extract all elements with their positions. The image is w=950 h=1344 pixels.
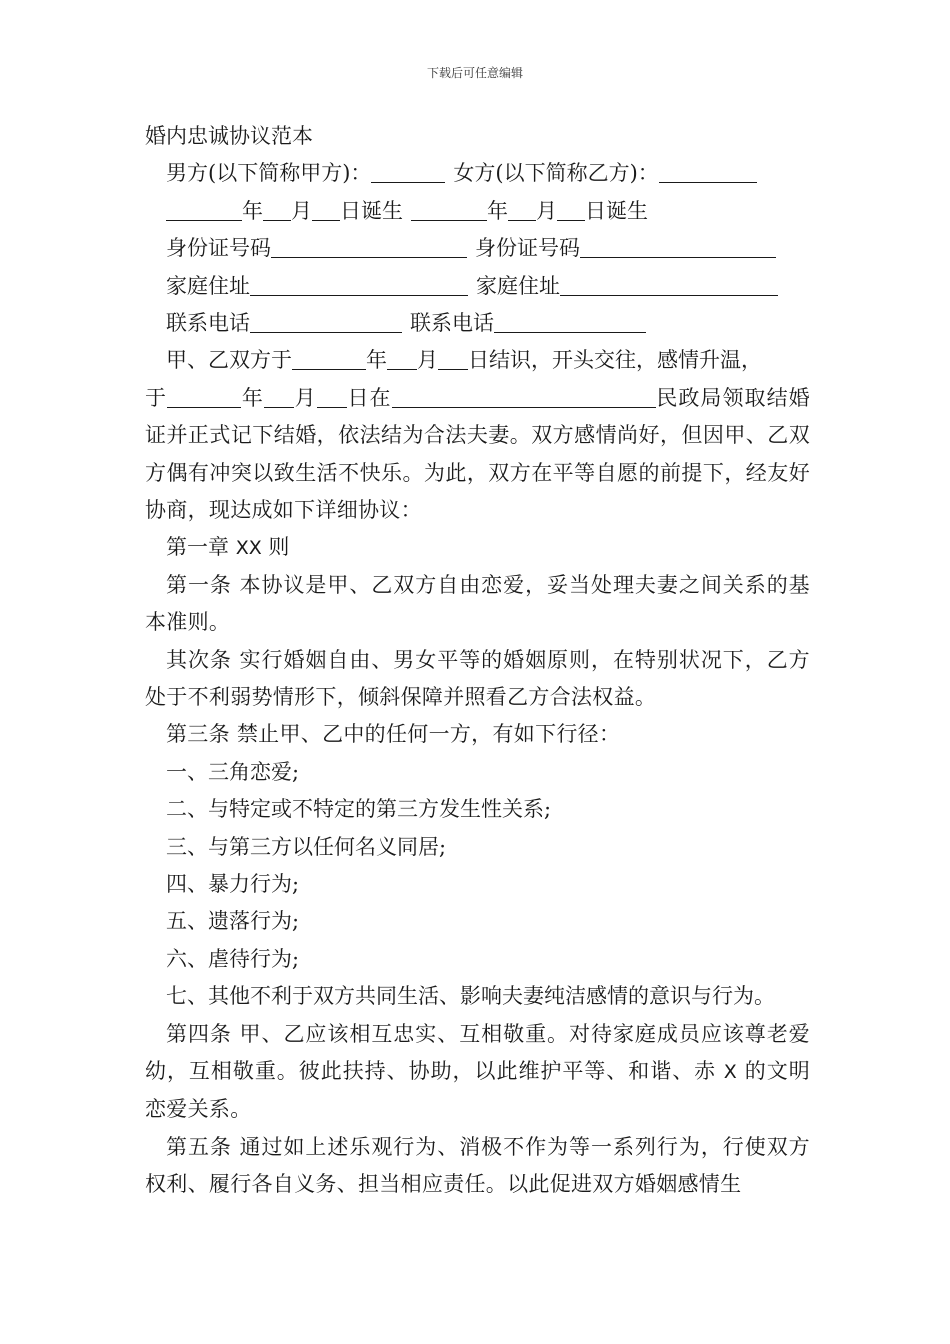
met-year-blank (292, 347, 366, 370)
list-item: 二、与特定或不特定的第三方发生性关系; (166, 797, 552, 822)
list-item: 七、其他不利于双方共同生活、影响夫妻纯洁感情的意识与行为。 (166, 984, 775, 1009)
party-a-id-blank (271, 235, 467, 258)
party-b-label: 女方(以下简称乙方)： (453, 161, 659, 186)
party-b-address-label: 家庭住址 (476, 273, 560, 298)
party-a-birth-year-blank (166, 198, 242, 221)
married-month-blank (264, 385, 294, 408)
article-3: 第三条 禁止甲、乙中的任何一方，有如下行径： (166, 722, 621, 747)
intro-married-prefix: 于 (145, 385, 168, 410)
phone-line (145, 305, 810, 342)
list-item: 六、虐待行为; (166, 946, 300, 971)
party-a-id-label: 身份证号码 (166, 236, 271, 261)
article-4 (145, 1016, 810, 1129)
party-a-address-label: 家庭住址 (166, 273, 250, 298)
month-label: 月 (293, 385, 317, 410)
party-b-phone-blank (494, 310, 646, 333)
married-year-blank (167, 385, 241, 408)
party-b-birth-month-blank (508, 198, 536, 221)
id-number-line (145, 230, 810, 267)
article-4-text-a: 第四条 甲、乙应该相互忠实、互相敬重。对待家庭成员应该尊老爱幼，互相敬重。彼此扶持、协助，以此维护平等、和谐、赤 (145, 1021, 810, 1083)
header-note: 下载后可任意编辑 (426, 66, 523, 80)
list-item: 三、与第三方以任何名义同居; (166, 834, 447, 859)
list-item: 一、三角恋爱; (166, 759, 300, 784)
article-4-x: X (723, 1060, 738, 1083)
party-a-phone-label: 联系电话 (166, 310, 250, 335)
chapter-1-heading (145, 529, 810, 566)
party-b-id-blank (580, 235, 776, 258)
party-b-name-blank (659, 160, 757, 183)
met-day-blank (438, 347, 468, 370)
intro-line-1 (145, 342, 810, 379)
intro-married-suffix: 民政局领取结婚证并正式记下结婚，依法结为合法夫妻。双方感情尚好，但因甲、乙双方偶有冲突以致生活不快乐。为此，双方在平等自愿的前提下，经友好协商，现达成如下详细协议： (145, 385, 810, 522)
list-item: 四、暴力行为; (166, 871, 300, 896)
year-label: 年 (242, 198, 263, 223)
list-item: 五、遗落行为; (166, 909, 300, 934)
party-b-phone-label: 联系电话 (410, 310, 494, 335)
intro-met-suffix: 日结识，开头交往，感情升温， (468, 348, 762, 373)
party-a-name-blank (371, 160, 445, 183)
party-names-line (145, 155, 810, 192)
party-a-birth-day-blank (312, 198, 340, 221)
intro-married-at: 日在 (346, 385, 392, 410)
month-label: 月 (417, 348, 438, 373)
civil-affairs-bureau-blank (392, 385, 656, 408)
chapter-1-suffix: 则 (261, 535, 290, 560)
year-label: 年 (241, 385, 264, 410)
year-label: 年 (487, 198, 508, 223)
intro-met-prefix: 甲、乙双方于 (166, 348, 292, 373)
year-label: 年 (366, 348, 387, 373)
birth-dates-line (145, 193, 810, 230)
article-1: 第一条 本协议是甲、乙双方自由恋爱，妥当处理夫妻之间关系的基本准则。 (145, 572, 810, 635)
article-4-text-b: 的文明恋爱关系。 (145, 1058, 811, 1122)
month-label: 月 (291, 198, 312, 223)
met-month-blank (387, 347, 417, 370)
intro-paragraph (145, 380, 810, 530)
party-b-birth-year-blank (411, 198, 487, 221)
chapter-1-xx: XX (235, 537, 262, 560)
address-line (145, 268, 810, 305)
party-b-birth-day-blank (557, 198, 585, 221)
party-a-address-blank (250, 273, 468, 296)
chapter-1-prefix: 第一章 (166, 535, 236, 560)
married-day-blank (317, 385, 347, 408)
article-5: 第五条 通过如上述乐观行为、消极不作为等一系列行为，行使双方权利、履行各自义务、担当相应责任。以此促进双方婚姻感情生 (145, 1134, 810, 1197)
party-a-label: 男方(以下简称甲方)： (166, 161, 372, 186)
document-title: 婚内忠诚协议范本 (145, 124, 313, 148)
month-label: 月 (536, 198, 557, 223)
party-b-address-blank (560, 273, 778, 296)
article-2: 其次条 实行婚姻自由、男女平等的婚姻原则，在特别状况下，乙方处于不利弱势情形下，倾斜保障并照看乙方合法权益。 (145, 647, 810, 709)
party-a-birth-month-blank (263, 198, 291, 221)
birth-suffix-label: 日诞生 (585, 198, 648, 223)
party-b-id-label: 身份证号码 (475, 236, 580, 261)
party-a-phone-blank (250, 310, 402, 333)
birth-suffix-label: 日诞生 (340, 198, 403, 223)
document-body (145, 118, 810, 1204)
